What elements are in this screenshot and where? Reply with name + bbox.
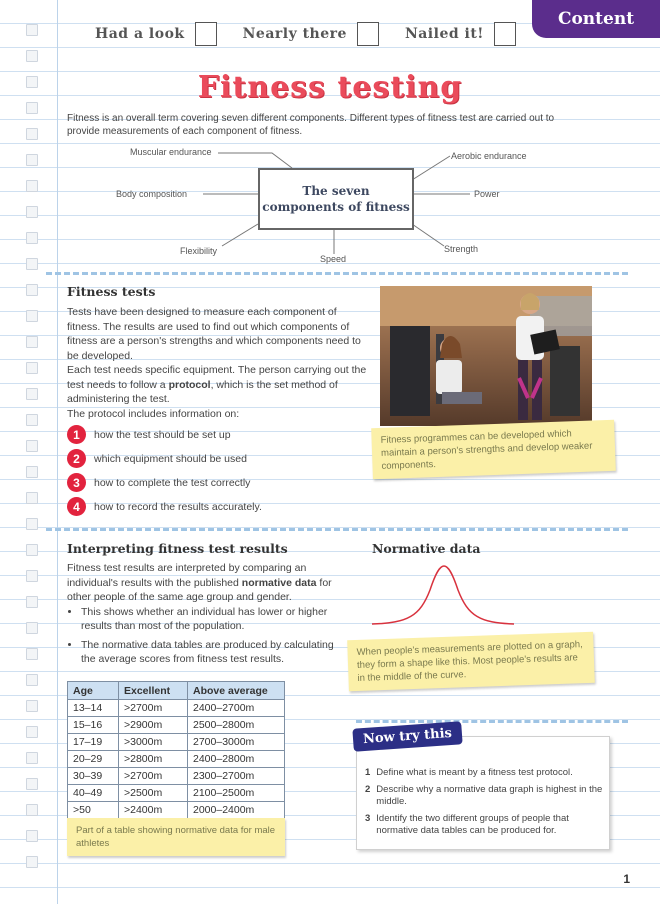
question-text: Identify the two different groups of people that normative data tables can be produced for. <box>376 813 569 836</box>
component-speed: Speed <box>320 254 347 264</box>
page-number: 1 <box>623 872 630 886</box>
now-try-this-box <box>356 725 610 850</box>
protocol-step <box>67 473 250 492</box>
section-divider-2 <box>46 528 628 531</box>
content-tab <box>532 0 660 38</box>
content-tab-label: Content <box>557 9 635 29</box>
interpreting-heading: Interpreting fitness test results <box>67 541 288 556</box>
normative-table-wrap <box>67 681 285 819</box>
table-cell: >2900m <box>119 717 188 734</box>
protocol-step <box>67 449 247 468</box>
question-text: Define what is meant by a fitness test protocol. <box>376 767 573 778</box>
step-text: which equipment should be used <box>94 452 247 465</box>
table-cell: 13–14 <box>68 700 119 717</box>
normative-table <box>67 681 285 819</box>
check-label-nearly-there: Nearly there <box>242 26 347 42</box>
table-cell: 2000–2400m <box>188 802 285 819</box>
protocol-step <box>67 425 231 444</box>
table-cell: >2500m <box>119 785 188 802</box>
normative-heading: Normative data <box>372 541 481 556</box>
column-header-age: Age <box>68 682 119 700</box>
line-aerobic-endurance <box>412 156 450 180</box>
fitness-tests-p1: Tests have been designed to measure each component of fitness. The results are used to find out which components of fitness are a person's strengths and which components need to be developed. <box>67 306 361 362</box>
fitness-tests-p3: The protocol includes information on: <box>67 407 240 420</box>
line-muscular-endurance <box>218 153 292 168</box>
component-power: Power <box>474 189 500 199</box>
had-a-look-checkbox[interactable] <box>195 22 217 46</box>
line-flexibility <box>222 224 258 246</box>
now-try-this-questions <box>365 767 605 842</box>
page-title: Fitness testing <box>197 70 463 105</box>
step-number-badge: 3 <box>67 473 86 492</box>
table-row <box>68 700 285 717</box>
question-item <box>365 784 605 808</box>
p2-text-end: , which is the set method of administering the test. <box>67 378 338 405</box>
now-try-this-badge: Now try this <box>352 721 462 752</box>
interpreting-body <box>67 561 349 671</box>
question-number: 1 <box>365 767 371 778</box>
components-centre-box <box>258 168 414 230</box>
component-aerobic-endurance: Aerobic endurance <box>451 151 527 161</box>
table-row <box>68 768 285 785</box>
section-divider-1 <box>46 272 628 275</box>
bullet-item: • This shows whether an individual has lower or higher results than most of the population. <box>81 605 349 634</box>
table-caption-note: Part of a table showing normative data for male athletes <box>67 818 285 856</box>
component-muscular-endurance: Muscular endurance <box>130 147 212 157</box>
table-cell: 2700–3000m <box>188 734 285 751</box>
nearly-there-checkbox[interactable] <box>357 22 379 46</box>
photo-note: Fitness programmes can be developed which maintain a person's strengths and develop weaker components. <box>371 420 616 479</box>
p1-text: Fitness test results are interpreted by comparing an individual's results with the published <box>67 562 307 589</box>
table-cell: 2400–2800m <box>188 751 285 768</box>
table-row <box>68 802 285 819</box>
table-cell: >2800m <box>119 751 188 768</box>
normative-note: When people's measurements are plotted on a graph, they form a shape like this. Most people's results are in the middle of the curve. <box>347 632 595 692</box>
normal-distribution-curve <box>368 560 518 630</box>
table-cell: >50 <box>68 802 119 819</box>
table-cell: 2100–2500m <box>188 785 285 802</box>
p1-text-end: for other people of the same age group and gender. <box>67 576 332 603</box>
question-number: 3 <box>365 813 371 824</box>
question-item <box>365 813 605 837</box>
table-row <box>68 734 285 751</box>
table-row <box>68 785 285 802</box>
step-text: how the test should be set up <box>94 428 231 441</box>
table-row <box>68 717 285 734</box>
table-cell: >2700m <box>119 700 188 717</box>
gym-photo <box>380 286 592 426</box>
step-text: how to record the results accurately. <box>94 500 262 513</box>
column-header-above-average: Above average <box>188 682 285 700</box>
question-text: Describe why a normative data graph is highest in the middle. <box>376 784 603 807</box>
step-number-badge: 1 <box>67 425 86 444</box>
table-header-row <box>68 682 285 700</box>
nailed-it-checkbox[interactable] <box>494 22 516 46</box>
protocol-keyword: protocol <box>168 378 211 391</box>
line-strength <box>412 224 444 246</box>
intro-text: Fitness is an overall term covering seven different components. Different types of fitness test are carried out to provide measurements of each component of fitness. <box>67 113 555 137</box>
fitness-tests-heading: Fitness tests <box>67 284 156 299</box>
table-cell: 20–29 <box>68 751 119 768</box>
component-body-composition: Body composition <box>116 189 188 199</box>
interpreting-p1 <box>67 561 349 605</box>
components-centre-label: The seven components of fitness <box>262 184 410 214</box>
column-header-excellent: Excellent <box>119 682 188 700</box>
table-row <box>68 751 285 768</box>
table-cell: 2400–2700m <box>188 700 285 717</box>
table-cell: 30–39 <box>68 768 119 785</box>
interpreting-bullets <box>67 605 349 667</box>
bullet-item: • The normative data tables are produced by calculating the average scores from fitness test results. <box>81 638 349 667</box>
step-text: how to complete the test correctly <box>94 476 251 489</box>
p2-text: Each test needs specific equipment. The person carrying out the test needs to follow a <box>67 364 367 391</box>
step-number-badge: 2 <box>67 449 86 468</box>
check-label-had-a-look: Had a look <box>95 26 185 42</box>
table-cell: 2500–2800m <box>188 717 285 734</box>
fitness-tests-body <box>67 305 367 421</box>
component-strength: Strength <box>444 244 479 254</box>
normative-data-keyword: normative data <box>241 576 317 589</box>
check-label-nailed-it: Nailed it! <box>404 26 484 42</box>
table-cell: >2700m <box>119 768 188 785</box>
table-cell: 2300–2700m <box>188 768 285 785</box>
table-cell: >2400m <box>119 802 188 819</box>
fitness-tests-p2 <box>67 363 367 407</box>
question-number: 2 <box>365 784 371 795</box>
table-cell: 15–16 <box>68 717 119 734</box>
step-number-badge: 4 <box>67 497 86 516</box>
protocol-step <box>67 497 262 516</box>
progress-checklist <box>95 22 532 46</box>
table-cell: >3000m <box>119 734 188 751</box>
gym-photo-illustration <box>380 286 592 426</box>
bell-curve-line <box>372 566 514 624</box>
question-item <box>365 767 605 779</box>
table-cell: 17–19 <box>68 734 119 751</box>
section-divider-3 <box>356 720 628 723</box>
table-cell: 40–49 <box>68 785 119 802</box>
component-flexibility: Flexibility <box>180 246 218 256</box>
